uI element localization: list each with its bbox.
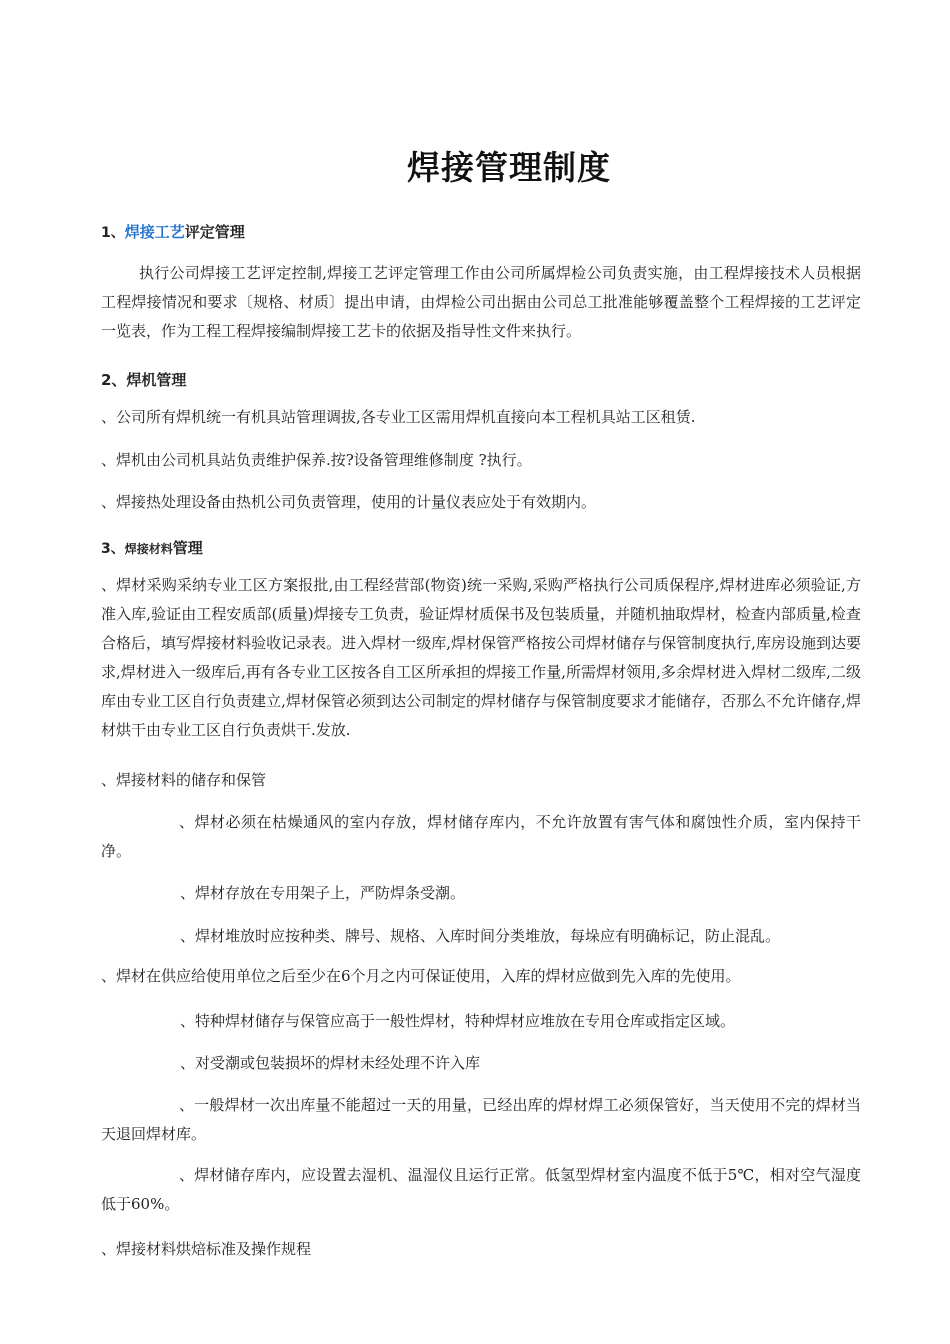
storage-item-6: 、对受潮或包装损坏的焊材未经处理不许入库 (180, 1054, 481, 1072)
section-2-item-2: 、焊机由公司机具站负责维护保养.按?设备管理维修制度 ?执行。 (101, 451, 532, 469)
storage-item-1: 、焊材必须在枯燥通风的室内存放，焊材储存库内，不允许放置有害气体和腐蚀性介质，室内保持干净。 (101, 813, 861, 860)
storage-item-4: 、焊材在供应给使用单位之后至少在6个月之内可保证使用，入库的焊材应做到先入库的先使用。 (101, 967, 741, 985)
section-3-heading (101, 537, 203, 558)
section-1-paragraph: 执行公司焊接工艺评定控制,焊接工艺评定管理工作由公司所属焊检公司负责实施，由工程焊接技术人员根据工程焊接情况和要求〔规格、材质〕提出申请，由焊检公司出据由公司总工批准能够覆盖整个工程焊接的工艺评定一览表，作为工程工程焊接编制焊接工艺卡的依据及指导性文件来执行。 (101, 264, 861, 340)
storage-item-8: 、焊材储存库内，应设置去湿机、温湿仪且运行正常。低氢型焊材室内温度不低于5℃，相对空气湿度低于60%。 (101, 1166, 861, 1213)
storage-heading: 、焊接材料的储存和保管 (101, 771, 267, 789)
section-1-number: 1、 (101, 225, 125, 241)
section-3-paragraph: 、焊材采购采纳专业工区方案报批,由工程经营部(物资)统一采购,采购严格执行公司质保程序,焊材进库必须验证,方准入库,验证由工程安质部(质量)焊接专工负责，验证焊材质保书及包装质量，并随机抽取焊材，检查内部质量,检查合格后，填写焊接材料验收记录表。进入焊材一级库,焊材保管严格按公司焊材储存与保管制度执行,库房设施到达要求,焊材进入一级库后,再有各专业工区按各自工区所承担的焊接工作量,所需焊材领用,多余焊材进入焊材二级库,二级库由专业工区自行负责建立,焊材保管必须到达公司制定的焊材储存与保管制度要求才能储存，否那么不允许储存,焊材烘干由专业工区自行负责烘干.发放. (101, 576, 861, 739)
storage-item-7: 、一般焊材一次出库量不能超过一天的用量，已经出库的焊材焊工必须保管好，当天使用不完的焊材当天退回焊材库。 (101, 1096, 861, 1143)
section-2-item-1: 、公司所有焊机统一有机具站管理调拔,各专业工区需用焊机直接向本工程机具站工区租赁. (101, 408, 696, 426)
section-3-heading-rest: 管理 (172, 539, 203, 557)
bake-heading: 、焊接材料烘焙标准及操作规程 (101, 1240, 312, 1258)
section-3-number: 3、 (101, 541, 125, 557)
storage-item-3: 、焊材堆放时应按种类、牌号、规格、入库时间分类堆放，每垛应有明确标记，防止混乱。 (180, 927, 781, 945)
section-1-heading (101, 221, 245, 242)
storage-item-5: 、特种焊材储存与保管应高于一般性焊材，特种焊材应堆放在专用仓库或指定区域。 (180, 1012, 736, 1030)
welding-process-link[interactable]: 焊接工艺 (124, 223, 185, 241)
section-3-heading-small: 焊接材料 (124, 542, 173, 556)
storage-item-2: 、焊材存放在专用架子上，严防焊条受潮。 (180, 884, 466, 902)
section-1-heading-rest: 评定管理 (184, 223, 245, 241)
section-2-item-3: 、焊接热处理设备由热机公司负责管理，使用的计量仪表应处于有效期内。 (101, 493, 597, 511)
section-2-heading: 2、焊机管理 (101, 371, 187, 389)
document-title: 焊接管理制度 (407, 148, 611, 187)
